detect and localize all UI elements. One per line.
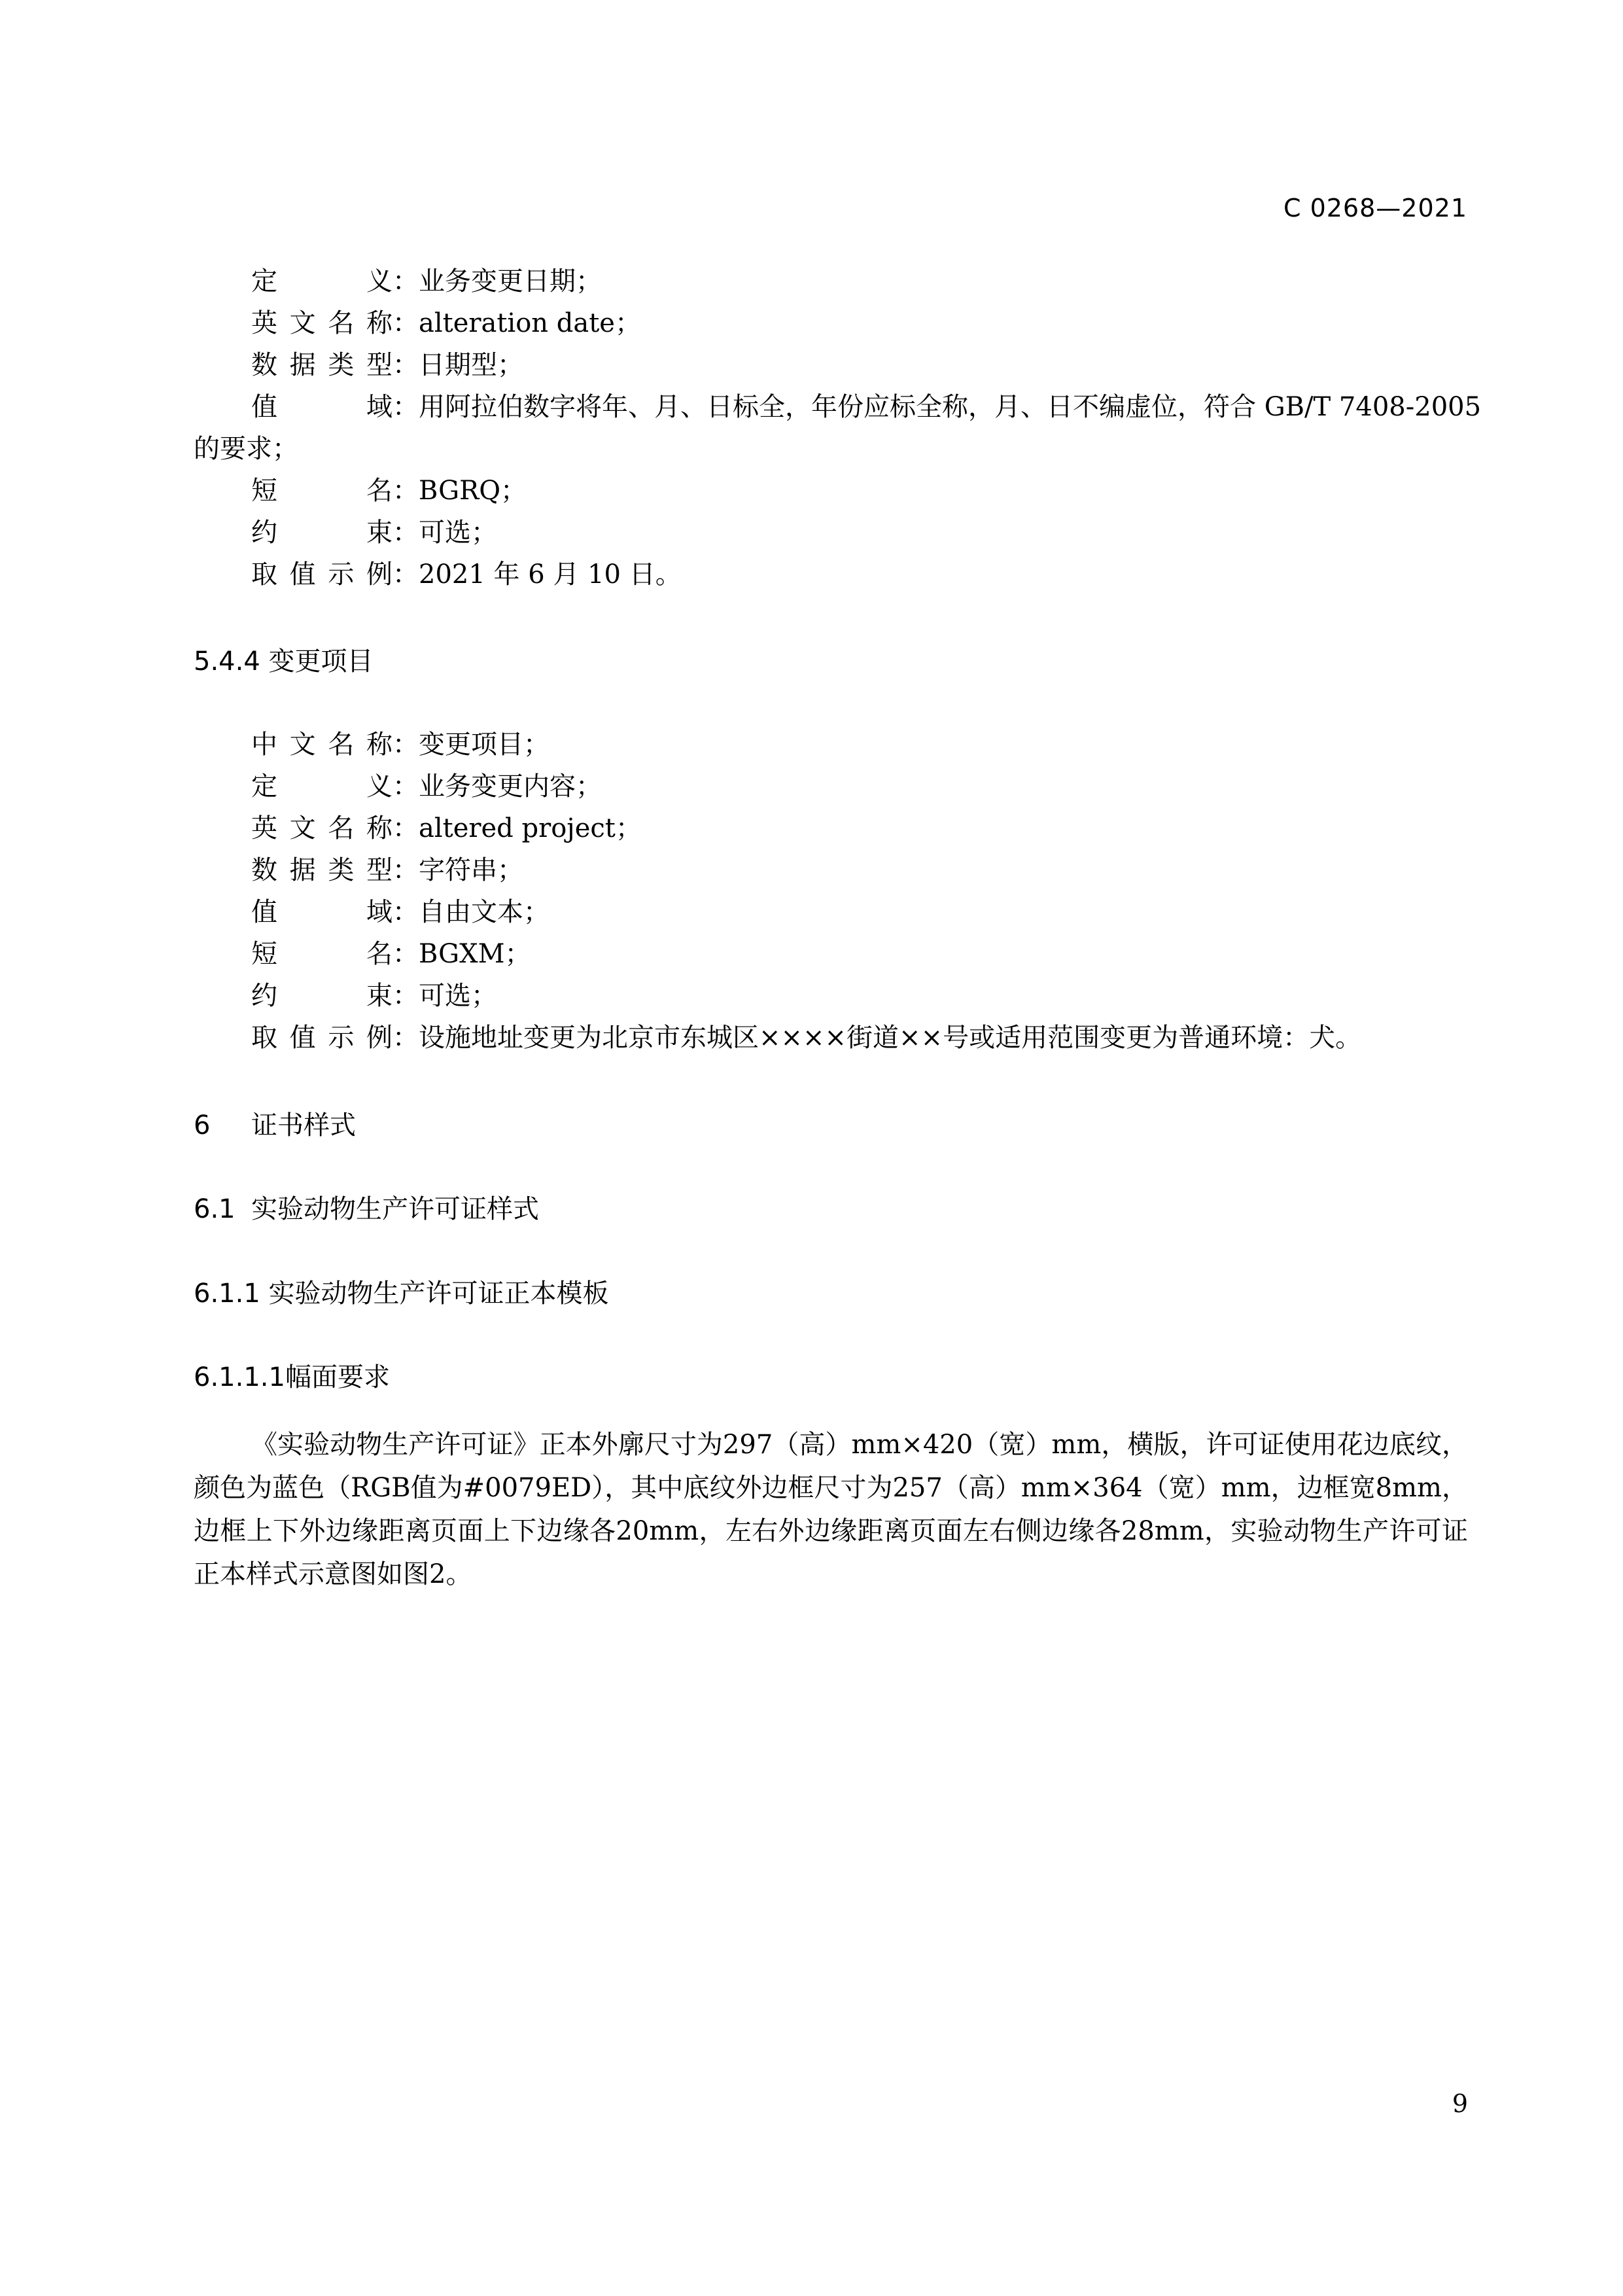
field-label: 值域 bbox=[251, 897, 393, 927]
field-row-short-name: 短名：BGRQ； bbox=[251, 474, 527, 508]
field-value: 可选； bbox=[419, 518, 497, 548]
field-label: 定义 bbox=[251, 771, 393, 802]
field-row-data-type: 数据类型：字符串； bbox=[251, 853, 523, 887]
field-value: BGRQ； bbox=[419, 476, 527, 506]
field-row-data-type: 数据类型：日期型； bbox=[251, 348, 523, 382]
field-value: altered project； bbox=[419, 813, 642, 843]
field-continuation: 的要求； bbox=[194, 434, 298, 464]
field-row-value-domain: 值域：用阿拉伯数字将年、月、日标全，年份应标全称，月、日不编虚位，符合 GB/T 7408-2005 bbox=[251, 390, 1481, 424]
field-row-short-name: 短名：BGXM； bbox=[251, 937, 531, 971]
field-label: 约束 bbox=[251, 518, 393, 548]
field-row-value-domain: 值域：自由文本； bbox=[251, 895, 550, 929]
heading-text: 证书样式 bbox=[251, 1110, 356, 1140]
field-value: 2021 年 6 月 10 日。 bbox=[419, 559, 682, 590]
field-label: 值域 bbox=[251, 392, 393, 422]
page-number: 9 bbox=[1452, 2089, 1468, 2118]
section-heading-5-4-4: 5.4.4 变更项目 bbox=[194, 646, 374, 677]
field-value: 可选； bbox=[419, 981, 497, 1011]
field-value: 日期型； bbox=[419, 350, 523, 380]
field-row-chinese-name: 中文名称：变更项目； bbox=[251, 728, 550, 762]
heading-number: 6 bbox=[194, 1110, 211, 1140]
document-header-code: C 0268—2021 bbox=[1283, 194, 1467, 222]
field-value: 设施地址变更为北京市东城区××××街道××号或适用范围变更为普通环境：犬。 bbox=[419, 1023, 1362, 1053]
field-label: 英文名称 bbox=[251, 308, 393, 338]
field-label: 取值示例 bbox=[251, 1023, 393, 1053]
field-row-english-name: 英文名称：alteration date； bbox=[251, 306, 641, 340]
field-value: 业务变更日期； bbox=[419, 266, 602, 296]
section-heading-6-1-1: 6.1.1 实验动物生产许可证正本模板 bbox=[194, 1279, 609, 1309]
field-label: 中文名称 bbox=[251, 730, 393, 760]
chapter-heading-6 bbox=[194, 1108, 356, 1142]
heading-number: 6.1 bbox=[194, 1194, 236, 1224]
heading-text: 实验动物生产许可证样式 bbox=[251, 1194, 539, 1224]
field-value: 字符串； bbox=[419, 855, 523, 885]
field-label: 取值示例 bbox=[251, 559, 393, 590]
field-row-english-name: 英文名称：altered project； bbox=[251, 811, 642, 845]
field-row-constraint: 约束：可选； bbox=[251, 516, 497, 550]
field-value: 业务变更内容； bbox=[419, 771, 602, 802]
field-row-definition: 定义：业务变更内容； bbox=[251, 769, 602, 804]
field-value: 用阿拉伯数字将年、月、日标全，年份应标全称，月、日不编虚位，符合 GB/T 7408-2005 bbox=[419, 392, 1482, 422]
field-value: alteration date； bbox=[419, 308, 641, 338]
field-row-definition: 定义：业务变更日期； bbox=[251, 264, 602, 298]
body-paragraph: 《实验动物生产许可证》正本外廓尺寸为297（高）mm×420（宽）mm，横版，许可证使用花边底纹，颜色为蓝色（RGB值为#0079ED），其中底纹外边框尺寸为257（高）mm×364（宽）mm，边框宽8mm，边框上下外边缘距离页面上下边缘各20mm，左右外边缘距离页面左右侧边缘各28mm，实验动物生产许可证正本样式示意图如图2。 bbox=[194, 1430, 1468, 1589]
section-heading-6-1-1-1: 6.1.1.1幅面要求 bbox=[194, 1362, 390, 1392]
field-value: BGXM； bbox=[419, 939, 531, 969]
field-label: 短名 bbox=[251, 476, 393, 506]
field-label: 英文名称 bbox=[251, 813, 393, 843]
field-row-constraint: 约束：可选； bbox=[251, 979, 497, 1013]
field-label: 定义 bbox=[251, 266, 393, 296]
field-label: 数据类型 bbox=[251, 855, 393, 885]
field-value: 自由文本； bbox=[419, 897, 550, 927]
field-label: 约束 bbox=[251, 981, 393, 1011]
field-value: 变更项目； bbox=[419, 730, 550, 760]
field-label: 数据类型 bbox=[251, 350, 393, 380]
field-row-example: 取值示例：2021 年 6 月 10 日。 bbox=[251, 557, 682, 592]
section-heading-6-1 bbox=[194, 1192, 539, 1226]
field-row-example: 取值示例：设施地址变更为北京市东城区××××街道××号或适用范围变更为普通环境：犬。 bbox=[251, 1021, 1361, 1055]
field-label: 短名 bbox=[251, 939, 393, 969]
